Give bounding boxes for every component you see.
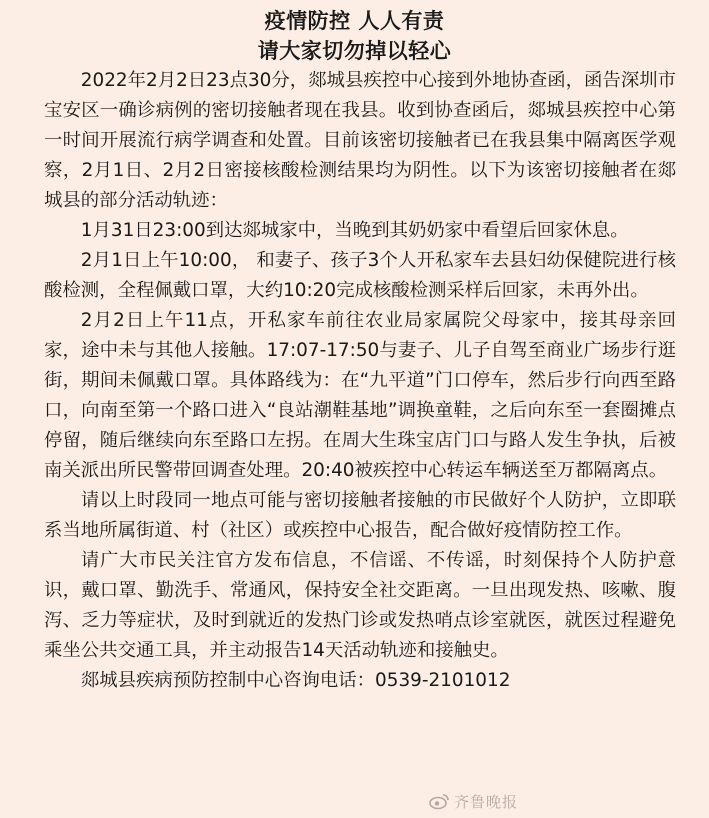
page-title: 疫情防控 人人有责 <box>264 9 445 33</box>
document-body <box>44 66 676 696</box>
paragraph-protection-notice: 请以上时段同一地点可能与密切接触者接触的市民做好个人防护，立即联系当地所属街道、村（社区）或疾控中心报告，配合做好疫情防控工作。 <box>44 490 676 541</box>
weibo-watermark-icon <box>428 792 450 810</box>
paragraph-public-advice: 请广大市民关注官方发布信息，不信谣、不传谣，时刻保持个人防护意识，戴口罩、勤洗手、常通风，保持安全社交距离。一旦出现发热、咳嗽、腹泻、乏力等症状，及时到就近的发热门诊或发热哨点诊室就医，就医过程避免乘坐公共交通工具，并主动报告14天活动轨迹和接触史。 <box>44 550 676 661</box>
paragraph-feb2: 2月2日上午11点，开私家车前往农业局家属院父母家中，接其母亲回家，途中未与其他人接触。17:07-17:50与妻子、儿子自驾至商业广场步行逛街，期间未佩戴口罩。具体路线为：在“九平道”门口停车，然后步行向西至路口，向南至第一个路口进入“良站潮鞋基地”调换童鞋，之后向东至一套圈摊点停留，随后继续向东至路口左拐。在周大生珠宝店门口与路人发生争执，后被南关派出所民警带回调查处理。20:40被疾控中心转运车辆送至万都隔离点。 <box>44 310 676 481</box>
paragraph-intro: 2022年2月2日23点30分，郯城县疾控中心接到外地协查函，函告深圳市宝安区一确诊病例的密切接触者现在我县。收到协查函后，郯城县疾控中心第一时间开展流行病学调查和处置。目前该密切接触者已在我县集中隔离医学观察，2月1日、2月2日密接核酸检测结果均为阴性。以下为该密切接触者在郯城县的部分活动轨迹： <box>44 70 676 211</box>
paragraph-feb1: 2月1日上午10:00， 和妻子、孩子3个人开私家车去县妇幼保健院进行核酸检测，全程佩戴口罩，大约10:20完成核酸检测采样后回家，未再外出。 <box>44 250 676 301</box>
paragraph-contact-phone: 郯城县疾病预防控制中心咨询电话：0539-2101012 <box>80 670 511 691</box>
watermark-text: 齐鲁晚报 <box>454 793 519 811</box>
page-subtitle: 请大家切勿掉以轻心 <box>257 39 452 63</box>
paragraph-jan31: 1月31日23:00到达郯城家中，当晚到其奶奶家中看望后回家休息。 <box>80 220 629 241</box>
